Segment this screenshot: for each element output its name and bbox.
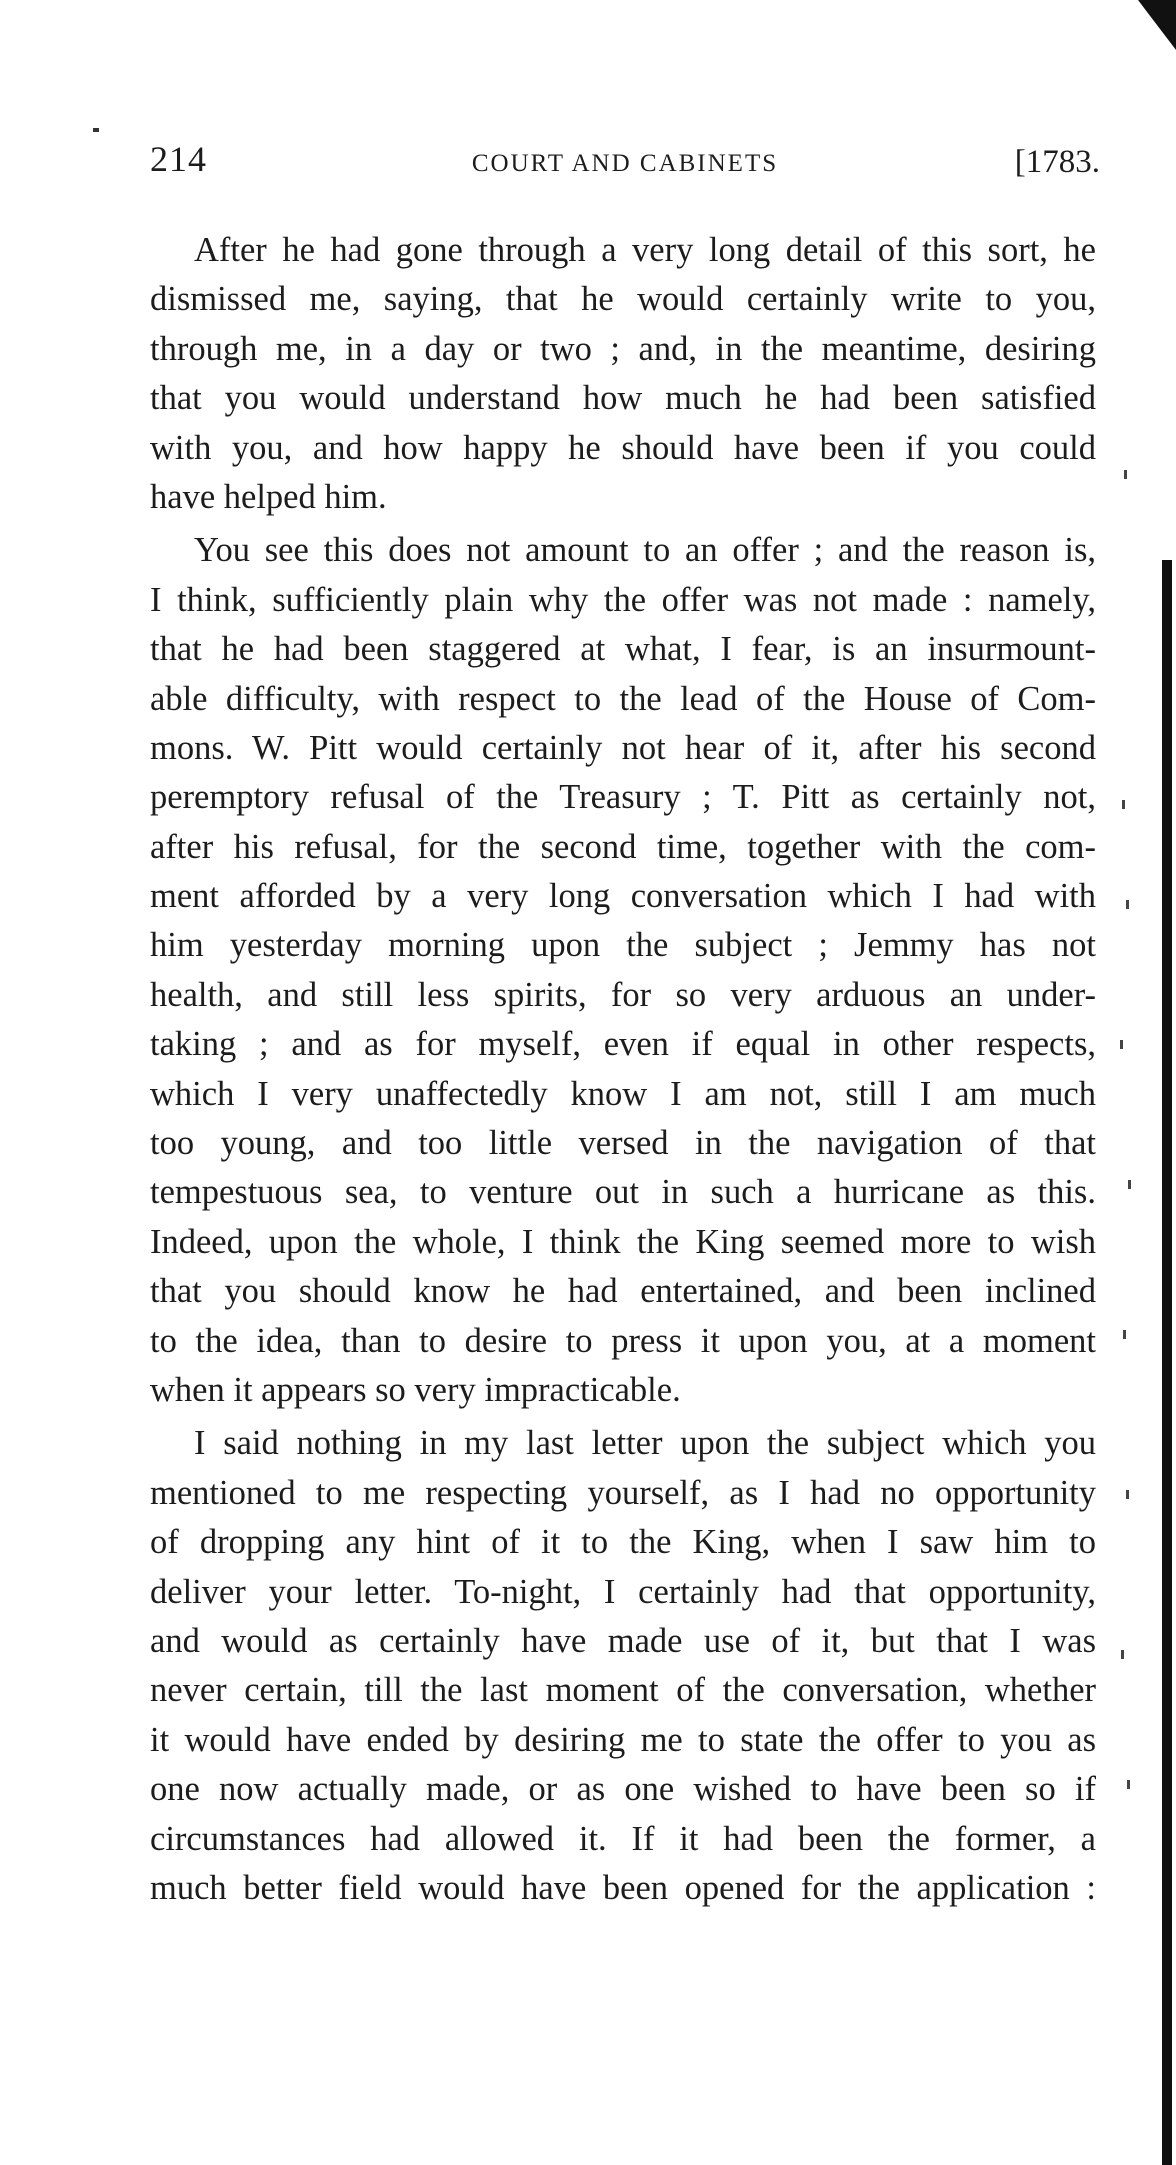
text-line: tempestuous sea, to venture out in such a hurricane as this. xyxy=(150,1173,1096,1212)
text-line: mentioned to me respecting yourself, as I had no opportunity xyxy=(150,1473,1096,1512)
paragraph-3 xyxy=(150,1419,1096,1913)
text-line: much better field would have been opened for the application : xyxy=(150,1868,1096,1907)
body-text xyxy=(150,226,1096,1917)
edge-speck xyxy=(1120,1040,1123,1049)
text-line: You see this does not amount to an offer ; and the reason is, xyxy=(194,531,1096,570)
page-corner xyxy=(1138,0,1176,50)
text-line: with you, and how happy he should have been if you could xyxy=(150,428,1096,467)
text-line: to the idea, than to desire to press it upon you, at a moment xyxy=(150,1321,1096,1360)
edge-speck xyxy=(1122,800,1125,809)
text-line: deliver your letter. To-night, I certainly had that opportunity, xyxy=(150,1572,1096,1611)
running-header xyxy=(150,138,1100,188)
running-title: COURT AND CABINETS xyxy=(471,150,779,177)
edge-speck xyxy=(1123,1330,1126,1339)
text-line: After he had gone through a very long detail of this sort, he xyxy=(194,231,1096,269)
text-line: that you would understand how much he had been satisfied xyxy=(150,379,1096,418)
text-line: him yesterday morning upon the subject ; Jemmy has not xyxy=(150,926,1096,965)
paragraph-2 xyxy=(150,526,1096,1415)
edge-speck xyxy=(1121,1650,1124,1659)
text-line: circumstances had allowed it. If it had been the former, a xyxy=(150,1819,1096,1858)
edge-speck xyxy=(1128,1180,1131,1189)
text-line: have helped him. xyxy=(150,477,387,516)
page-edge-shadow xyxy=(1162,560,1172,2165)
text-line: through me, in a day or two ; and, in the meantime, desiring xyxy=(150,329,1096,368)
text-line: it would have ended by desiring me to state the offer to you as xyxy=(150,1720,1096,1759)
text-line: too young, and too little versed in the navigation of that xyxy=(150,1124,1096,1163)
page-number: 214 xyxy=(150,139,207,179)
edge-speck xyxy=(1127,1780,1130,1789)
text-line: ment afforded by a very long conversation which I had with xyxy=(150,877,1096,916)
text-line: dismissed me, saying, that he would certainly write to you, xyxy=(150,280,1096,319)
edge-speck xyxy=(1126,900,1129,909)
text-line: taking ; and as for myself, even if equal in other respects, xyxy=(150,1025,1096,1064)
text-line: health, and still less spirits, for so very arduous an under- xyxy=(150,975,1096,1014)
edge-speck xyxy=(1126,1490,1129,1499)
page-edge xyxy=(1116,0,1176,2165)
text-line: I think, sufficiently plain why the offer was not made : namely, xyxy=(150,580,1096,619)
text-line: mons. W. Pitt would certainly not hear of it, after his second xyxy=(150,728,1096,767)
text-line: which I very unaffectedly know I am not, still I am much xyxy=(150,1074,1096,1113)
paragraph-1 xyxy=(150,226,1096,522)
text-line: that he had been staggered at what, I fear, is an insurmount- xyxy=(150,630,1096,669)
edge-speck xyxy=(1124,470,1127,479)
text-line: I said nothing in my last letter upon the subject which you xyxy=(194,1424,1096,1463)
text-line: that you should know he had entertained, and been inclined xyxy=(150,1272,1096,1311)
text-line: of dropping any hint of it to the King, when I saw him to xyxy=(150,1523,1096,1562)
text-line: able difficulty, with respect to the lead of the House of Com- xyxy=(150,679,1096,718)
text-line: one now actually made, or as one wished to have been so if xyxy=(150,1770,1096,1809)
header-year: [1783. xyxy=(1014,144,1100,180)
text-line: never certain, till the last moment of the conversation, whether xyxy=(150,1671,1096,1710)
text-line: when it appears so very impracticable. xyxy=(150,1370,681,1409)
text-line: and would as certainly have made use of it, but that I was xyxy=(150,1621,1096,1660)
text-line: Indeed, upon the whole, I think the King seemed more to wish xyxy=(150,1222,1096,1261)
margin-mark xyxy=(93,128,99,132)
text-line: peremptory refusal of the Treasury ; T. Pitt as certainly not, xyxy=(150,778,1096,817)
text-line: after his refusal, for the second time, together with the com- xyxy=(150,827,1096,866)
